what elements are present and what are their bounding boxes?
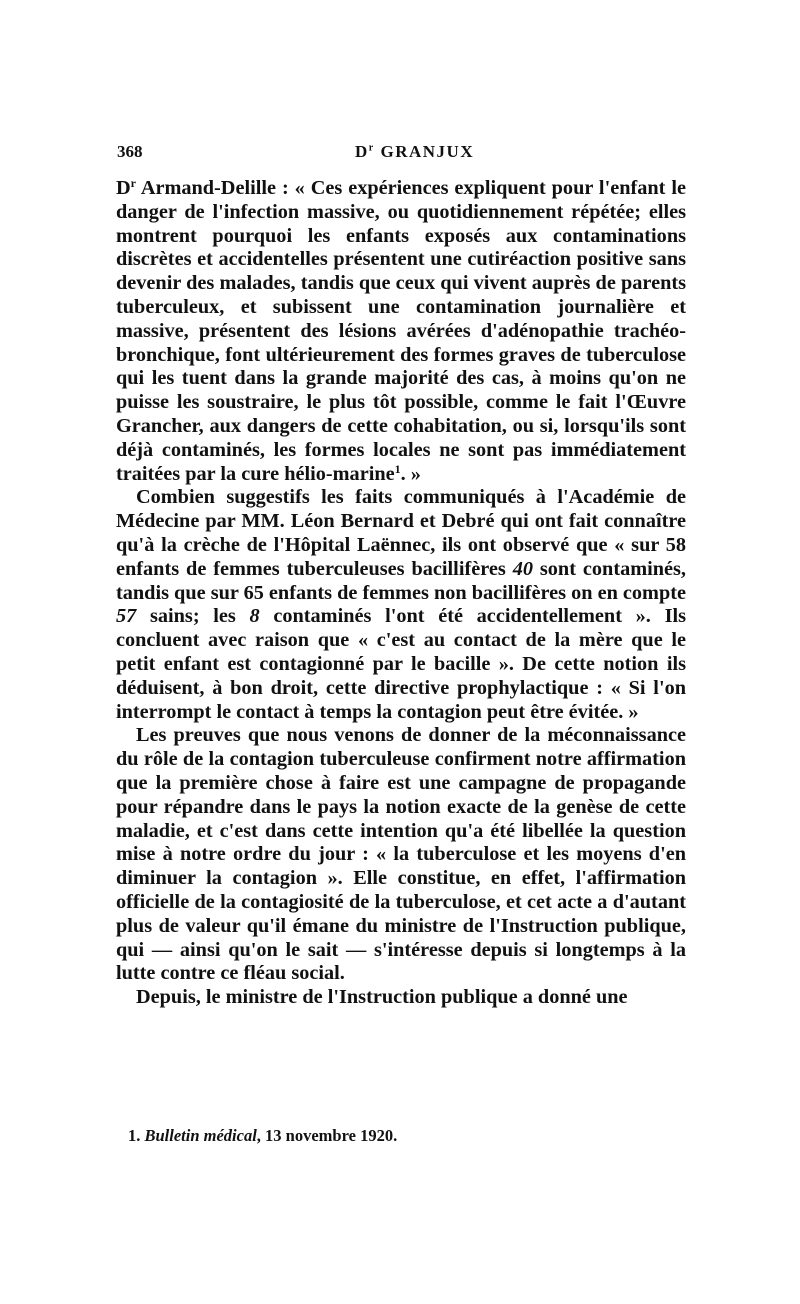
footnote-number: 1. xyxy=(128,1126,145,1145)
number-40: 40 xyxy=(512,557,533,580)
running-head xyxy=(355,142,474,162)
running-head-sup: r xyxy=(368,142,375,154)
page-header xyxy=(117,142,687,168)
number-8: 8 xyxy=(249,605,260,628)
dr-abbrev-sup: r xyxy=(130,176,136,190)
paragraph-academie xyxy=(116,486,686,724)
running-head-prefix: D xyxy=(355,142,369,161)
footnote-ref[interactable]: 1 xyxy=(394,461,401,476)
paragraph-text-a: Combien suggestifs les faits communiqués à l'Académie de Médecine par MM. Léon Bernard et Debré qui ont fait connaître qu'à la crèche de l'Hôpital Laënnec, ils ont observé que « sur 58 enfants de femmes tuberculeuses bacillifères xyxy=(116,486,686,580)
paragraph-tail: . » xyxy=(400,462,421,485)
paragraph-quote-armand-delille xyxy=(116,177,686,486)
dr-abbrev: D xyxy=(116,177,131,199)
footnote-source: Bulletin médical xyxy=(144,1126,257,1145)
paragraph-text-d: contaminés l'ont été accidentellement ». Ils concluent avec raison que « c'est au contact de la mère que le petit enfant est contagionné par le bacille ». De cette notion ils déduisent, à bon droit, cette directive prophylactique : « Si l'on interrompt le contact à temps la contagion peut être évitée. » xyxy=(116,605,686,723)
footnote xyxy=(128,1126,688,1146)
paragraph-depuis: Depuis, le ministre de l'Instruction publique a donné une xyxy=(136,986,628,1009)
paragraph-text-c: sains; les xyxy=(136,605,250,628)
paragraph-text-b: sont contaminés, tandis que sur 65 enfants de femmes non bacillifères on en compte xyxy=(116,557,686,604)
body-text xyxy=(116,177,686,1010)
footnote-date: , 13 novembre 1920. xyxy=(256,1126,398,1145)
paragraph-preuves: Les preuves que nous venons de donner de la méconnaissance du rôle de la contagion tuberculeuse confirment notre affirmation que la première chose à faire est une campagne de propagande pour répandre dans le pays la notion exacte de la genèse de cette maladie, et c'est dans cette intention qu'a été libellée la question mise à notre ordre du jour : « la tuberculose et les moyens d'en diminuer la contagion ». Elle constitue, en effet, l'affirmation officielle de la contagiosité de la tuberculose, et cet acte a d'autant plus de valeur qu'il émane du ministre de l'Instruction publique, qui — ainsi qu'on le sait — s'intéresse depuis si longtemps à la lutte contre ce fléau social. xyxy=(116,724,686,985)
paragraph-text: Armand-Delille : « Ces expériences expliquent pour l'enfant le danger de l'infection massive, ou quotidiennement répétée; elles montrent pourquoi les enfants exposés aux contaminations discrètes et accidentelles présentent une cutiréaction positive sans devenir des malades, tandis que ceux qui vivent auprès de parents tuberculeux, et subissent une contamination journalière et massive, présentent des lésions avérées d'adénopathie trachéo-bronchique, font ultérieurement des formes graves de tuberculose qui les tuent dans la grande majorité des cas, à moins qu'on ne puisse les soustraire, le plus tôt possible, comme le fait l'Œuvre Grancher, aux dangers de cette cohabitation, ou si, lorsqu'ils sont déjà contaminés, les formes locales ne sont pas immédiatement traitées par la cure hélio-marine xyxy=(116,177,686,485)
running-head-name: GRANJUX xyxy=(374,142,475,161)
number-57: 57 xyxy=(116,605,137,628)
page-number: 368 xyxy=(117,142,143,161)
